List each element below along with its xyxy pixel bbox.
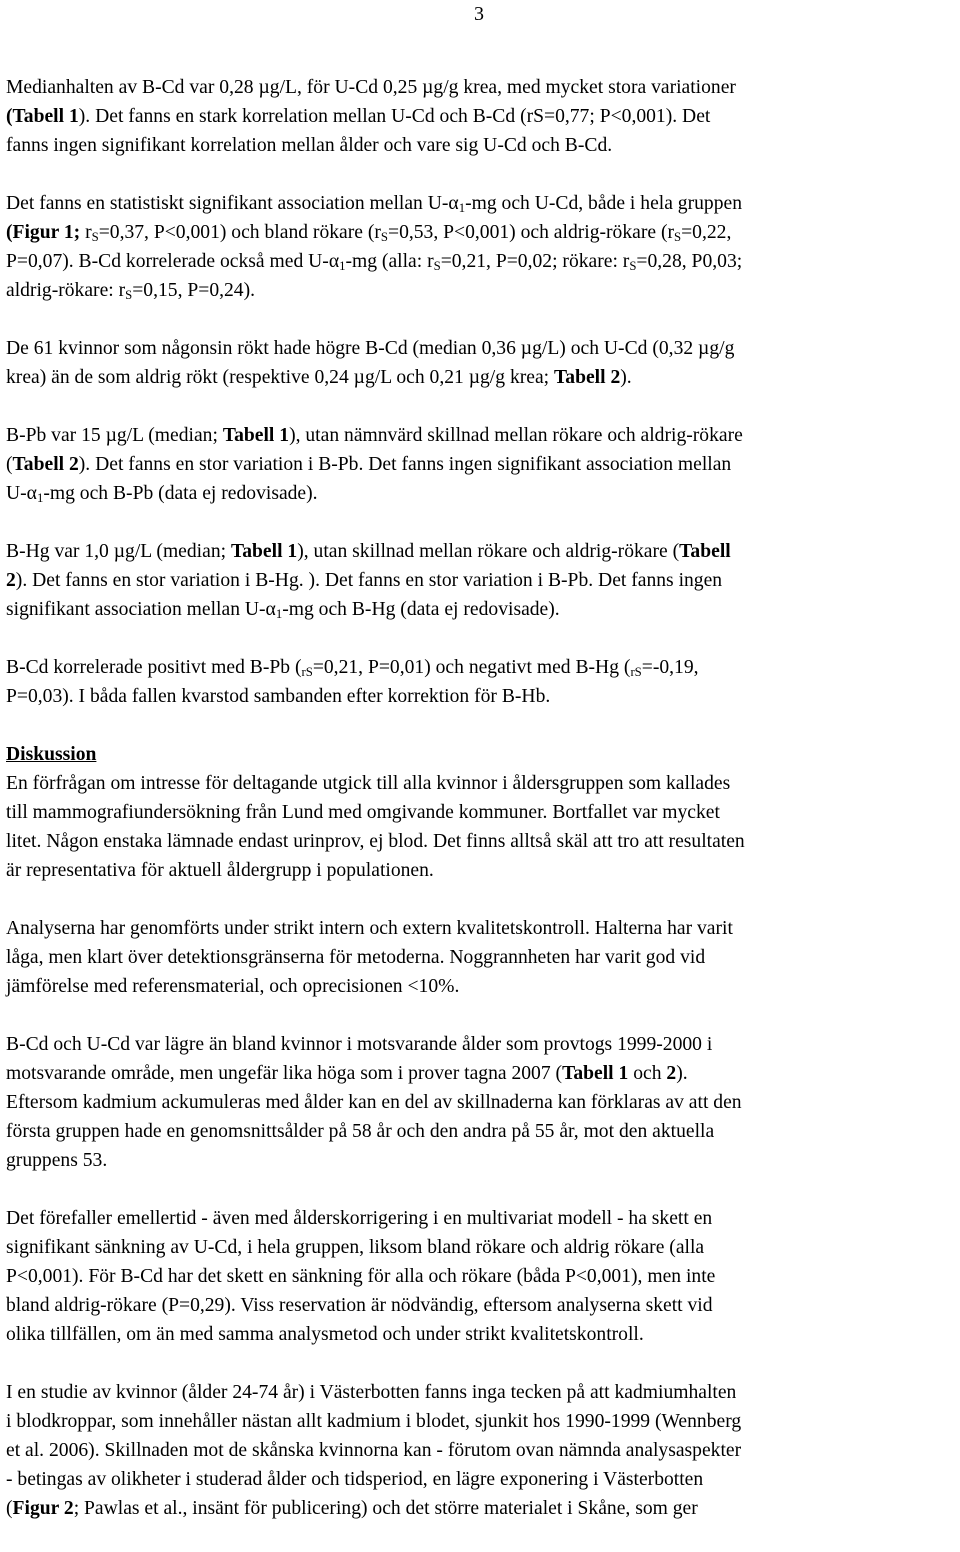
text-line <box>6 595 958 624</box>
text-run: =0,53, P<0,001) och aldrig-rökare (r <box>388 222 675 243</box>
text-run: Det förefaller emellertid - även med ålderskorrigering i en multivariat modell - ha skett en <box>6 1208 713 1229</box>
text-line <box>6 682 958 711</box>
paragraph <box>6 914 958 1001</box>
text-line <box>6 479 958 508</box>
text-line <box>6 450 958 479</box>
text-run: motsvarande område, men ungefär lika höga som i prover tagna 2007 ( <box>6 1063 563 1084</box>
text-run: U-α <box>6 483 37 504</box>
subscript: S <box>380 230 389 245</box>
text-run: signifikant sänkning av U-Cd, i hela gruppen, liksom bland rökare och aldrig rökare (alla <box>6 1237 705 1258</box>
text-run: -mg (alla: r <box>345 251 434 272</box>
text-run: =0,22, <box>681 222 732 243</box>
text-run: B-Cd och U-Cd var lägre än bland kvinnor i motsvarande ålder som provtogs 1999-2000 i <box>6 1034 713 1055</box>
text-run: I en studie av kvinnor (ålder 24-74 år) i Västerbotten fanns inga tecken på att kadmiumhalten <box>6 1382 737 1403</box>
text-line <box>6 914 958 943</box>
text-line <box>6 1059 958 1088</box>
emphasis-run: Tabell <box>679 541 731 562</box>
text-line <box>6 1204 958 1233</box>
text-line <box>6 1494 958 1523</box>
text-line <box>6 537 958 566</box>
subscript: rS <box>630 665 642 680</box>
text-line <box>6 1436 958 1465</box>
paragraph <box>6 1204 958 1349</box>
text-run: r <box>85 222 92 243</box>
text-run: ). Det fanns en stor variation i B-Hg. ). Det fanns en stor variation i B-Pb. Det fanns ingen <box>15 570 723 591</box>
text-line <box>6 421 958 450</box>
text-line <box>6 218 958 247</box>
text-line <box>6 276 958 305</box>
text-run: =0,37, P<0,001) och bland rökare (r <box>98 222 381 243</box>
paragraph <box>6 189 958 305</box>
text-line <box>6 1378 958 1407</box>
emphasis-run: Tabell 1 <box>222 425 290 446</box>
text-line <box>6 798 958 827</box>
emphasis-run: Tabell 2 <box>554 367 621 388</box>
page-number: 3 <box>474 3 484 25</box>
text-run: första gruppen hade en genomsnittsålder på 58 år och den andra på 55 år, mot den aktuella <box>6 1121 715 1142</box>
text-run: =-0,19, <box>641 657 699 678</box>
text-run: Det fanns en statistiskt signifikant association mellan U-α <box>6 193 459 214</box>
text-run: ( <box>6 1498 13 1519</box>
text-run: till mammografiundersökning från Lund med omgivande kommuner. Bortfallet var mycket <box>6 802 720 823</box>
emphasis-run: Tabell 2 <box>12 454 79 475</box>
text-run: signifikant association mellan U-α <box>6 599 276 620</box>
paragraph <box>6 73 958 160</box>
text-run: olika tillfällen, om än med samma analysmetod och under strikt kvalitetskontroll. <box>6 1324 644 1345</box>
paragraph <box>6 537 958 624</box>
text-run: ( <box>6 454 13 475</box>
text-run: är representativa för aktuell åldergrupp i populationen. <box>6 860 434 881</box>
text-line <box>6 740 958 769</box>
text-line <box>6 566 958 595</box>
text-run: Eftersom kadmium ackumuleras med ålder kan en del av skillnaderna kan förklaras av att den <box>6 1092 742 1113</box>
text-run: P=0,07). B-Cd korrelerade också med U-α <box>6 251 340 272</box>
subscript: 1 <box>275 607 283 622</box>
text-run: - betingas av olikheter i studerad ålder och tidsperiod, en lägre exponering i Västerbotten <box>6 1469 704 1490</box>
text-line <box>6 102 958 131</box>
text-line <box>6 856 958 885</box>
section-heading: Diskussion <box>6 744 97 765</box>
paragraph <box>6 1378 958 1523</box>
text-run: -mg och B-Hg (data ej redovisade). <box>282 599 560 620</box>
text-run: ). <box>620 367 632 388</box>
text-run: B-Cd korrelerade positivt med B-Pb ( <box>6 657 302 678</box>
emphasis-run: Figur 2 <box>12 1498 74 1519</box>
subscript: S <box>629 259 637 274</box>
text-line <box>6 972 958 1001</box>
text-run: i blodkroppar, som innehåller nästan allt kadmium i blodet, sjunkit hos 1990-1999 (Wennberg <box>6 1411 742 1432</box>
text-run: och <box>628 1063 667 1084</box>
text-run: P<0,001). För B-Cd har det skett en sänkning för alla och rökare (båda P<0,001), men inte <box>6 1266 716 1287</box>
text-line <box>6 131 958 160</box>
text-run: ). Det fanns en stark korrelation mellan U-Cd och B-Cd (rS=0,77; P<0,001). Det <box>78 106 711 127</box>
text-run: ). <box>676 1063 688 1084</box>
text-line <box>6 189 958 218</box>
emphasis-run: 2 <box>666 1063 677 1084</box>
subscript: S <box>125 288 133 303</box>
text-run: et al. 2006). Skillnaden mot de skånska kvinnorna kan - förutom ovan nämnda analysaspekter <box>6 1440 742 1461</box>
paragraph <box>6 740 958 885</box>
text-run: jämförelse med referensmaterial, och oprecisionen <10%. <box>6 976 460 997</box>
text-run: aldrig-rökare: r <box>6 280 126 301</box>
subscript: S <box>91 230 99 245</box>
text-line <box>6 1088 958 1117</box>
text-run: fanns ingen signifikant korrelation mellan ålder och vare sig U-Cd och B-Cd. <box>6 135 613 156</box>
text-run: ; Pawlas et al., insänt för publicering) och det större materialet i Skåne, som ger <box>73 1498 698 1519</box>
text-line <box>6 1233 958 1262</box>
text-run: =0,21, P=0,02; rökare: r <box>440 251 630 272</box>
text-run: -mg och B-Pb (data ej redovisade). <box>43 483 318 504</box>
text-line <box>6 1030 958 1059</box>
text-line <box>6 827 958 856</box>
emphasis-run: (Tabell 1 <box>6 106 79 127</box>
text-run: gruppens 53. <box>6 1150 108 1171</box>
text-run: B-Pb var 15 µg/L (median; <box>6 425 223 446</box>
text-run: -mg och U-Cd, både i hela gruppen <box>465 193 743 214</box>
text-line <box>6 334 958 363</box>
emphasis-run: Tabell 1 <box>562 1063 629 1084</box>
text-run: krea) än de som aldrig rökt (respektive 0,24 µg/L och 0,21 µg/g krea; <box>6 367 555 388</box>
emphasis-run: 2 <box>6 570 16 591</box>
paragraph <box>6 421 958 508</box>
subscript: rS <box>301 665 313 680</box>
text-run: ), utan skillnad mellan rökare och aldrig-rökare ( <box>297 541 680 562</box>
text-line <box>6 1117 958 1146</box>
text-run: B-Hg var 1,0 µg/L (median; <box>6 541 231 562</box>
text-run: litet. Någon enstaka lämnade endast urinprov, ej blod. Det finns alltså skäl att tro att resultaten <box>6 831 745 852</box>
text-line <box>6 1320 958 1349</box>
text-line <box>6 943 958 972</box>
text-run: En förfrågan om intresse för deltagande utgick till alla kvinnor i åldersgruppen som kallades <box>6 773 731 794</box>
text-line <box>6 1146 958 1175</box>
text-run: Analyserna har genomförts under strikt intern och extern kvalitetskontroll. Halterna har varit <box>6 918 733 939</box>
text-run: De 61 kvinnor som någonsin rökt hade högre B-Cd (median 0,36 µg/L) och U-Cd (0,32 µg/g <box>6 338 735 359</box>
emphasis-run: (Figur 1; <box>6 222 86 243</box>
text-line <box>6 363 958 392</box>
text-line <box>6 73 958 102</box>
subscript: S <box>433 259 441 274</box>
text-run: ). Det fanns en stor variation i B-Pb. Det fanns ingen signifikant association mellan <box>78 454 732 475</box>
text-run: =0,15, P=0,24). <box>132 280 256 301</box>
text-line <box>6 247 958 276</box>
paragraph <box>6 1030 958 1175</box>
paragraph <box>6 653 958 711</box>
subscript: 1 <box>339 259 346 274</box>
document-body <box>6 73 958 1552</box>
text-line <box>6 1407 958 1436</box>
text-line <box>6 1262 958 1291</box>
text-run: =0,21, P=0,01) och negativt med B-Hg ( <box>312 657 631 678</box>
emphasis-run: Tabell 1 <box>230 541 298 562</box>
text-run: bland aldrig-rökare (P=0,29). Viss reservation är nödvändig, eftersom analyserna skett vid <box>6 1295 713 1316</box>
text-line <box>6 653 958 682</box>
text-run: ), utan nämnvärd skillnad mellan rökare och aldrig-rökare <box>289 425 743 446</box>
text-run: =0,28, P0,03; <box>636 251 743 272</box>
text-run: låga, men klart över detektionsgränserna för metoderna. Noggrannheten har varit god vid <box>6 947 706 968</box>
subscript: 1 <box>36 491 44 506</box>
text-run: P=0,03). I båda fallen kvarstod sambanden efter korrektion för B-Hb. <box>6 686 551 707</box>
text-line <box>6 769 958 798</box>
subscript: 1 <box>458 201 466 216</box>
subscript: S <box>674 230 682 245</box>
text-line <box>6 1291 958 1320</box>
paragraph <box>6 334 958 392</box>
text-run: Medianhalten av B-Cd var 0,28 µg/L, för U-Cd 0,25 µg/g krea, med mycket stora variationer <box>6 77 736 98</box>
text-line <box>6 1465 958 1494</box>
